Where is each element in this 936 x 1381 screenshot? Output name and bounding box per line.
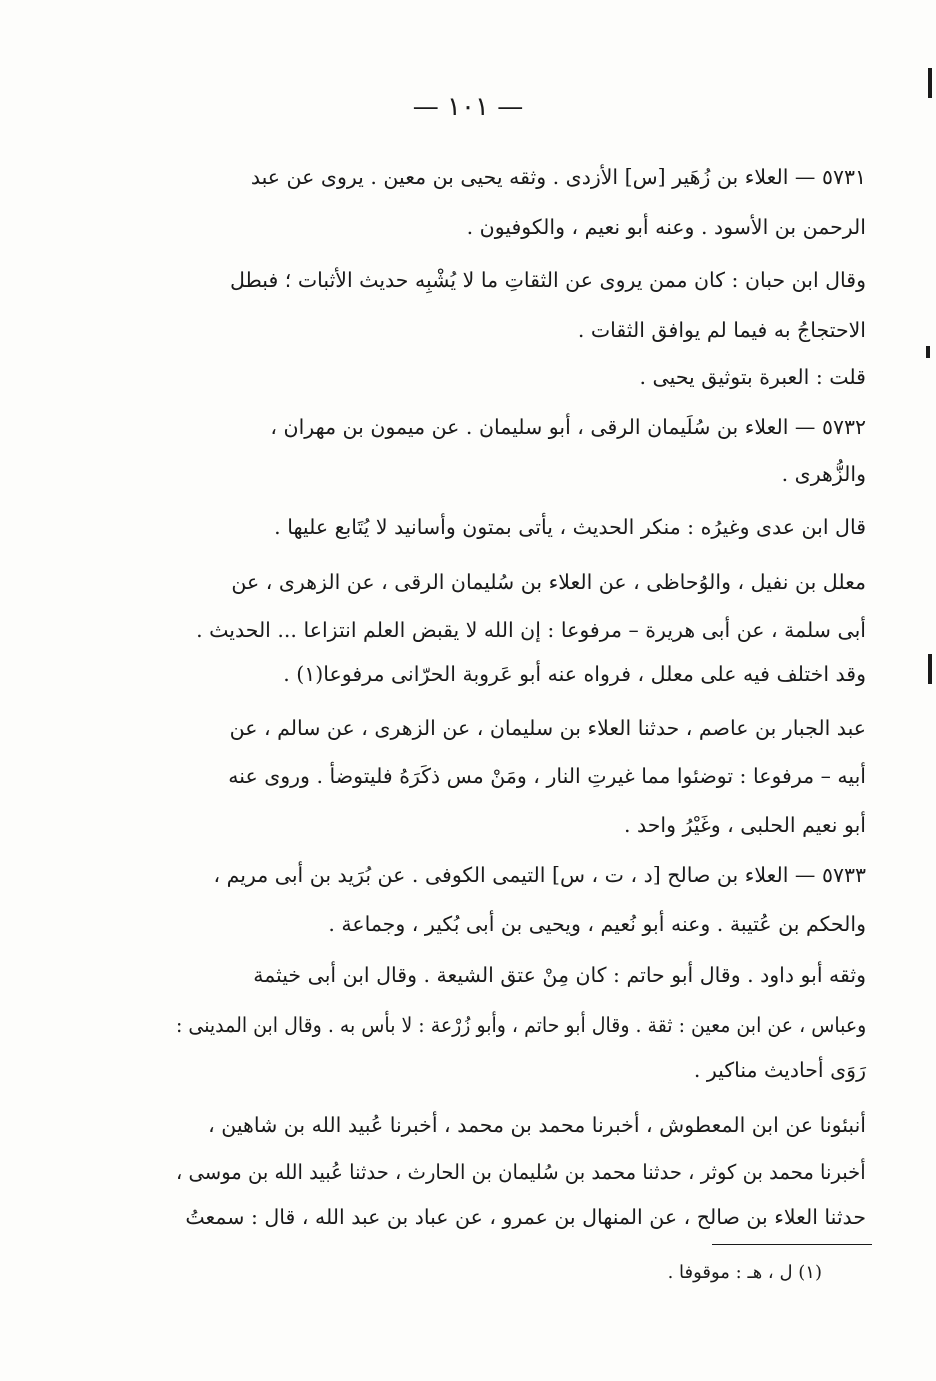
- text-line: أنبئونا عن ابن المعطوش ، أخبرنا محمد بن محمد ، أخبرنا عُبيد الله بن شاهين ،: [208, 1113, 866, 1137]
- text-line: قال ابن عدى وغيرُه : منكر الحديث ، يأتى بمتون وأسانيد لا يُتَابع عليها .: [274, 515, 866, 539]
- footnote-rule: [712, 1244, 872, 1245]
- margin-mark-lower: [928, 654, 932, 684]
- footnote: (١) ل ، هـ : موقوفا .: [667, 1262, 822, 1283]
- text-line: والحكم بن عُتيبة . وعنه أبو نُعيم ، ويحيى بن أبى بُكير ، وجماعة .: [328, 912, 866, 936]
- text-line: رَوَى أحاديث مناكير .: [693, 1058, 866, 1082]
- page-number: — ١٠١ —: [412, 92, 524, 122]
- text-line: قلت : العبرة بتوثيق يحيى .: [639, 365, 866, 389]
- text-line: أخبرنا محمد بن كوثر ، حدثنا محمد بن سُليمان بن الحارث ، حدثنا عُبيد الله بن موسى ،: [176, 1160, 866, 1184]
- text-line: أبى سلمة ، عن أبى هريرة – مرفوعا : إن الله لا يقبض العلم انتزاعا ... الحديث .: [196, 618, 866, 642]
- text-line: والزُّهرى .: [781, 462, 866, 486]
- text-line: وعباس ، عن ابن معين : ثقة . وقال أبو حاتم ، وأبو زُرْعة : لا بأس به . وقال ابن المدينى :: [175, 1013, 866, 1037]
- margin-mark-middle: [926, 346, 930, 358]
- text-line: ٥٧٣٣ — العلاء بن صالح [د ، ت ، س] التيمى الكوفى . عن بُرَيد بن أبى مريم ،: [213, 863, 866, 887]
- text-line: معلل بن نفيل ، والوُحاظى ، عن العلاء بن سُليمان الرقى ، عن الزهرى ، عن: [231, 570, 866, 594]
- text-line: وقد اختلف فيه على معلل ، فرواه عنه أبو عَروبة الحرّانى مرفوعا(١) .: [283, 662, 866, 686]
- text-line: ٥٧٣٢ — العلاء بن سُلَيمان الرقى ، أبو سليمان . عن ميمون بن مهران ،: [270, 415, 866, 439]
- text-line: ٥٧٣١ — العلاء بن زُهَير [س] الأزدى . وثقه يحيى بن معين . يروى عن عبد: [250, 165, 866, 189]
- body-text: [176, 0, 866, 1240]
- text-line: الرحمن بن الأسود . وعنه أبو نعيم ، والكوفيون .: [466, 215, 866, 239]
- text-line: حدثنا العلاء بن صالح ، عن المنهال بن عمرو ، عن عباد بن عبد الله ، قال : سمعتُ: [185, 1205, 866, 1229]
- text-line: أبو نعيم الحلبى ، وغَيْرُ واحد .: [623, 813, 866, 837]
- text-line: أبيه – مرفوعا : توضئوا مما غيرتِ النار ، ومَنْ مس ذكَرَهُ فليتوضأ . وروى عنه: [228, 764, 866, 788]
- text-line: وقال ابن حبان : كان ممن يروى عن الثقاتِ ما لا يُشْبِه حديث الأثبات ؛ فبطل: [229, 268, 866, 292]
- text-line: عبد الجبار بن عاصم ، حدثنا العلاء بن سليمان ، عن الزهرى ، عن سالم ، عن: [229, 716, 866, 740]
- text-line: الاحتجاجُ به فيما لم يوافق الثقات .: [577, 318, 866, 342]
- text-line: وثقه أبو داود . وقال أبو حاتم : كان مِنْ عتق الشيعة . وقال ابن أبى خيثمة: [253, 963, 866, 987]
